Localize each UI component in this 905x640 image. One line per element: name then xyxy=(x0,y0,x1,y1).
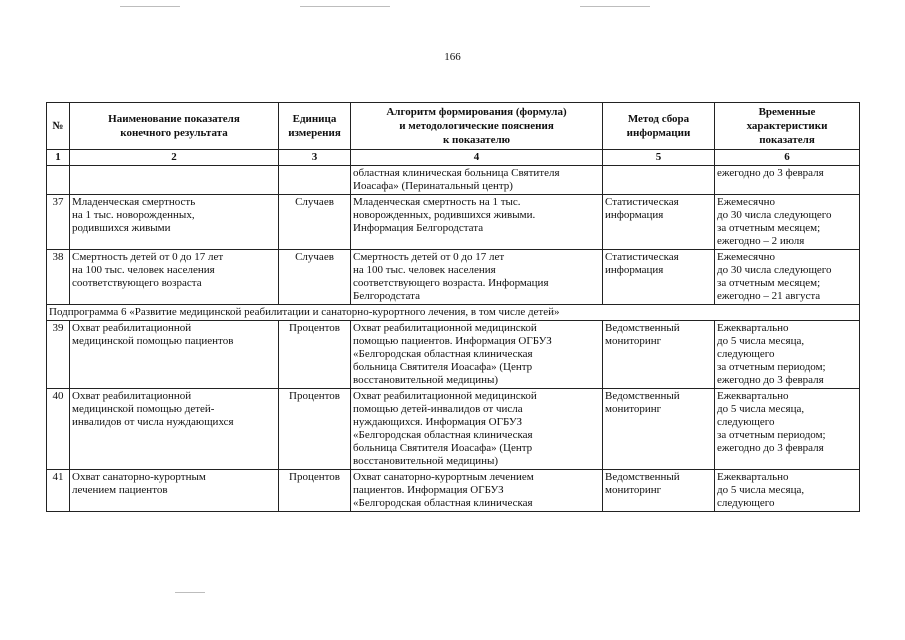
column-number: 3 xyxy=(279,150,351,166)
header-indicator-name: Наименование показателя конечного результата xyxy=(70,103,279,150)
scan-artifact xyxy=(580,6,650,7)
cell-timing: Ежемесячно до 30 числа следующего за отчетным месяцем; ежегодно – 21 августа xyxy=(715,250,860,305)
column-number: 6 xyxy=(715,150,860,166)
table-row xyxy=(47,389,860,470)
header-unit: Единица измерения xyxy=(279,103,351,150)
scan-artifact xyxy=(120,6,180,7)
cell-algorithm: Младенческая смертность на 1 тыс. новорожденных, родившихся живыми. Информация Белгородстата xyxy=(351,195,603,250)
cell-unit: Случаев xyxy=(279,250,351,305)
cell-unit: Случаев xyxy=(279,195,351,250)
table-row xyxy=(47,321,860,389)
table-row xyxy=(47,470,860,512)
cell-number: 37 xyxy=(47,195,70,250)
column-number: 5 xyxy=(603,150,715,166)
page-number: 166 xyxy=(444,51,461,63)
header-number: № xyxy=(47,103,70,150)
table-row xyxy=(47,250,860,305)
header-algorithm: Алгоритм формирования (формула) и методологические пояснения к показателю xyxy=(351,103,603,150)
cell-indicator-name: Смертность детей от 0 до 17 лет на 100 тыс. человек населения соответствующего возраста xyxy=(70,250,279,305)
table-row-continuation xyxy=(47,166,860,195)
cell-timing: Ежеквартально до 5 числа месяца, следующего за отчетным периодом; ежегодно до 3 февраля xyxy=(715,321,860,389)
cell-number: 41 xyxy=(47,470,70,512)
cell-algorithm: областная клиническая больница Святителя Иоасафа» (Перинатальный центр) xyxy=(351,166,603,195)
cell-algorithm: Смертность детей от 0 до 17 лет на 100 тыс. человек населения соответствующего возраста. Информация Белгородстата xyxy=(351,250,603,305)
cell-number: 39 xyxy=(47,321,70,389)
cell-indicator-name: Охват санаторно-курортным лечением пациентов xyxy=(70,470,279,512)
cell-timing: Ежеквартально до 5 числа месяца, следующего xyxy=(715,470,860,512)
indicator-table xyxy=(46,102,860,512)
cell-indicator-name: Младенческая смертность на 1 тыс. новорожденных, родившихся живыми xyxy=(70,195,279,250)
scan-artifact xyxy=(300,6,390,7)
cell-unit: Процентов xyxy=(279,389,351,470)
cell-method: Ведомственный мониторинг xyxy=(603,389,715,470)
table-header-row xyxy=(47,103,860,150)
cell-method: Статистическая информация xyxy=(603,250,715,305)
column-number-row xyxy=(47,150,860,166)
cell-timing: Ежеквартально до 5 числа месяца, следующего за отчетным периодом; ежегодно до 3 февраля xyxy=(715,389,860,470)
cell-number: 40 xyxy=(47,389,70,470)
cell-unit: Процентов xyxy=(279,470,351,512)
header-method: Метод сбора информации xyxy=(603,103,715,150)
cell-timing: ежегодно до 3 февраля xyxy=(715,166,860,195)
column-number: 4 xyxy=(351,150,603,166)
cell-algorithm: Охват реабилитационной медицинской помощью пациентов. Информация ОГБУЗ «Белгородская областная клиническая больница Святителя Иоасафа» (Центр восстановительной медицины) xyxy=(351,321,603,389)
cell-method: Статистическая информация xyxy=(603,195,715,250)
cell-algorithm: Охват санаторно-курортным лечением пациентов. Информация ОГБУЗ «Белгородская областная клиническая xyxy=(351,470,603,512)
column-number: 1 xyxy=(47,150,70,166)
header-timing: Временные характеристики показателя xyxy=(715,103,860,150)
cell-unit: Процентов xyxy=(279,321,351,389)
cell-indicator-name: Охват реабилитационной медицинской помощью детей- инвалидов от числа нуждающихся xyxy=(70,389,279,470)
cell-indicator-name: Охват реабилитационной медицинской помощью пациентов xyxy=(70,321,279,389)
cell-method: Ведомственный мониторинг xyxy=(603,470,715,512)
table-row xyxy=(47,195,860,250)
cell-method: Ведомственный мониторинг xyxy=(603,321,715,389)
subprogram-row xyxy=(47,305,860,321)
cell-number: 38 xyxy=(47,250,70,305)
cell-algorithm: Охват реабилитационной медицинской помощью детей-инвалидов от числа нуждающихся. Информация ОГБУЗ «Белгородская областная клиническая больница Святителя Иоасафа» (Центр восстановительной медицины) xyxy=(351,389,603,470)
scan-artifact xyxy=(175,592,205,593)
column-number: 2 xyxy=(70,150,279,166)
cell-timing: Ежемесячно до 30 числа следующего за отчетным месяцем; ежегодно – 2 июля xyxy=(715,195,860,250)
subprogram-title: Подпрограмма 6 «Развитие медицинской реабилитации и санаторно-курортного лечения, в том числе детей» xyxy=(47,305,860,321)
